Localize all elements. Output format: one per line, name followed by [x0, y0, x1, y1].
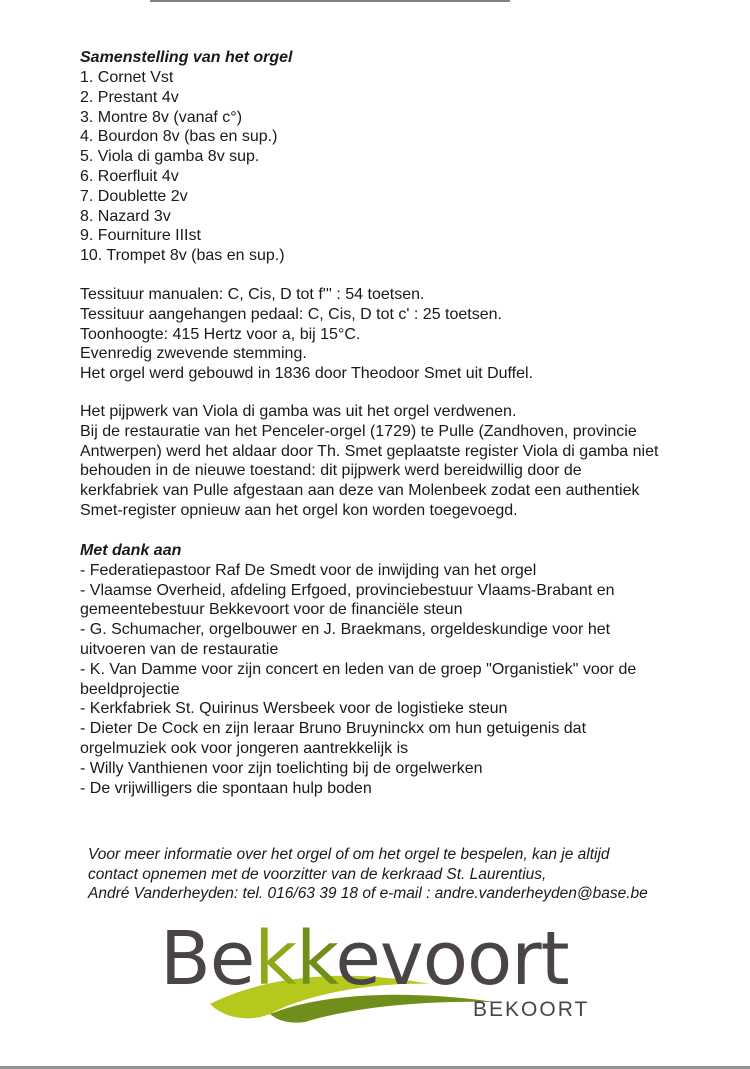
history-line: behouden in de nieuwe toestand: dit pijpwerk werd bereidwillig door de — [80, 462, 582, 480]
contact-line: Voor meer informatie over het orgel of om het orgel te bespelen, kan je altijd — [88, 846, 610, 863]
thanks-line: - G. Schumacher, orgelbouwer en J. Braekmans, orgeldeskundige voor het — [80, 621, 611, 639]
logo-word-k2: k — [296, 916, 336, 1002]
bekkevoort-logo — [160, 916, 620, 1026]
logo-subtitle: BEKOORT — [473, 998, 590, 1021]
specs-paragraph — [80, 285, 720, 384]
thanks-line: - Dieter De Cock en zijn leraar Bruno Bruyninckx om hun getuigenis dat — [80, 720, 587, 738]
organ-stop: 10. Trompet 8v (bas en sup.) — [80, 247, 285, 265]
thanks-line: - K. Van Damme voor zijn concert en leden van de groep "Organistiek" voor de — [80, 660, 637, 678]
organ-stop-list — [80, 68, 720, 266]
organ-stop: 4. Bourdon 8v (bas en sup.) — [80, 128, 278, 146]
history-line: Bij de restauratie van het Penceler-orgel (1729) te Pulle (Zandhoven, provincie — [80, 422, 637, 440]
organ-stop: 7. Doublette 2v — [80, 187, 188, 205]
document-body — [80, 48, 720, 798]
spec-line: Tessituur manualen: C, Cis, D tot f''' : 54 toetsen. — [80, 285, 425, 303]
contact-line: contact opnemen met de voorzitter van de kerkraad St. Laurentius, — [88, 865, 547, 883]
thanks-line: - Kerkfabriek St. Quirinus Wersbeek voor de logistieke steun — [80, 700, 508, 718]
thanks-line: uitvoeren van de restauratie — [80, 640, 279, 658]
logo-wordmark — [160, 916, 569, 1002]
thanks-line: - De vrijwilligers die spontaan hulp boden — [80, 779, 372, 797]
organ-stop: 5. Viola di gamba 8v sup. — [80, 148, 260, 166]
thanks-line: - Vlaamse Overheid, afdeling Erfgoed, provinciebestuur Vlaams-Brabant en — [80, 581, 615, 599]
history-line: Antwerpen) werd het aldaar door Th. Smet geplaatste register Viola di gamba niet — [80, 442, 659, 460]
thanks-line: - Federatiepastoor Raf De Smedt voor de inwijding van het orgel — [80, 561, 537, 579]
organ-heading: Samenstelling van het orgel — [80, 49, 293, 66]
thanks-list — [80, 561, 720, 799]
organ-stop: 6. Roerfluit 4v — [80, 167, 179, 185]
organ-stop: 2. Prestant 4v — [80, 88, 179, 106]
logo-word-end: evoort — [335, 916, 569, 1002]
spec-line: Het orgel werd gebouwd in 1836 door Theodoor Smet uit Duffel. — [80, 365, 534, 383]
spec-line: Toonhoogte: 415 Hertz voor a, bij 15°C. — [80, 325, 361, 343]
contact-paragraph — [88, 845, 648, 904]
logo-word-start: Be — [160, 916, 255, 1002]
history-line: Het pijpwerk van Viola di gamba was uit het orgel verdwenen. — [80, 402, 517, 420]
spec-line: Tessituur aangehangen pedaal: C, Cis, D tot c' : 25 toetsen. — [80, 305, 502, 323]
organ-stop: 8. Nazard 3v — [80, 207, 171, 225]
thanks-line: beeldprojectie — [80, 680, 180, 698]
thanks-heading: Met dank aan — [80, 541, 182, 559]
history-line: Smet-register opnieuw aan het orgel kon worden toegevoegd. — [80, 501, 518, 519]
organ-stop: 9. Fourniture IIIst — [80, 227, 201, 245]
spec-line: Evenredig zwevende stemming. — [80, 345, 307, 363]
organ-stop: 3. Montre 8v (vanaf c°) — [80, 108, 243, 126]
scan-edge-top — [150, 0, 510, 2]
thanks-line: gemeentebestuur Bekkevoort voor de financiële steun — [80, 601, 463, 619]
logo-word-k1: k — [254, 916, 297, 1002]
organ-stop: 1. Cornet Vst — [80, 69, 174, 86]
history-line: kerkfabriek van Pulle afgestaan aan deze van Molenbeek zodat een authentiek — [80, 482, 640, 500]
thanks-line: orgelmuziek ook voor jongeren aantrekkelijk is — [80, 739, 409, 757]
thanks-line: - Willy Vanthienen voor zijn toelichting bij de orgelwerken — [80, 759, 483, 777]
contact-line: André Vanderheyden: tel. 016/63 39 18 of e-mail : andre.vanderheyden@base.be — [88, 885, 648, 902]
history-paragraph — [80, 402, 720, 521]
